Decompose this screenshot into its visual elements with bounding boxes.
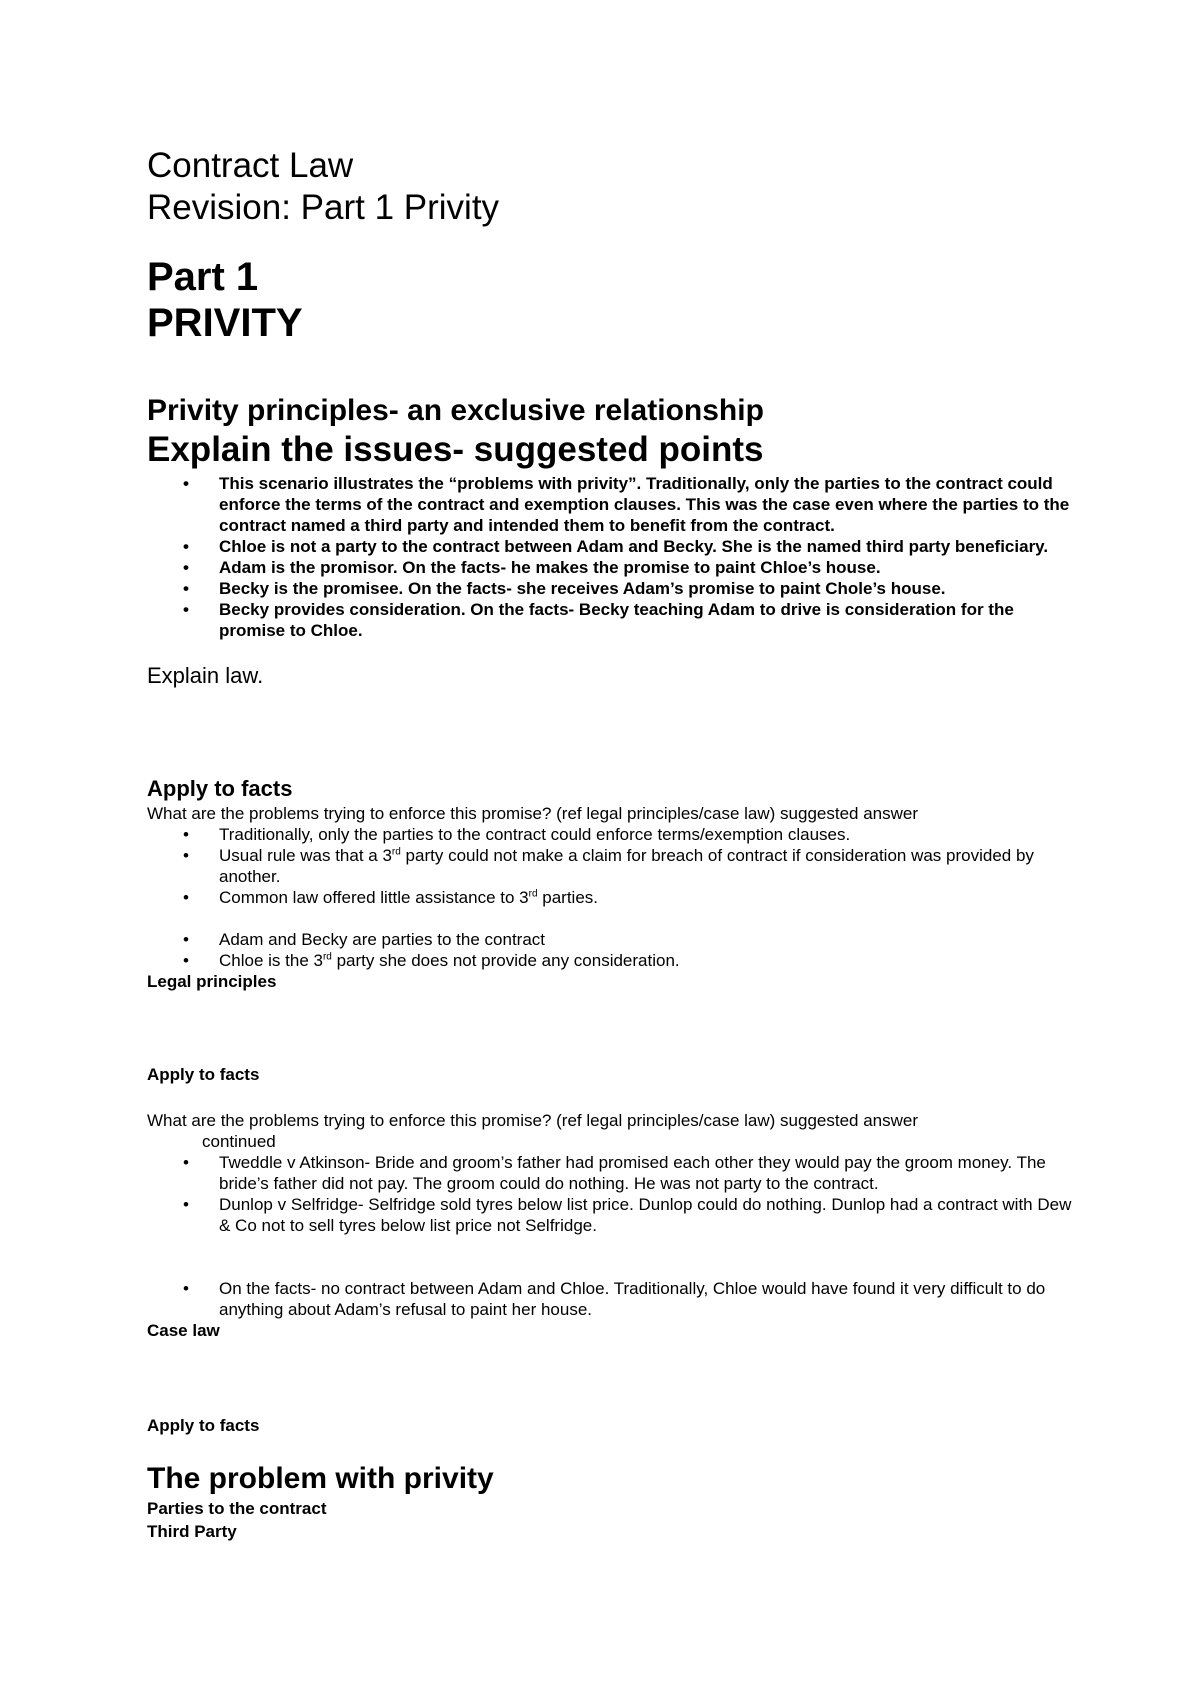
- question-text: What are the problems trying to enforce this promise? (ref legal principles/case law) suggested answer: [147, 804, 919, 823]
- part-subheading: PRIVITY: [147, 301, 303, 345]
- issues-bullet-list: [147, 473, 1077, 641]
- list-item: • Adam is the promisor. On the facts- he makes the promise to paint Chloe’s house.: [183, 558, 881, 577]
- bullet-icon: •: [183, 474, 189, 493]
- list-item: • Adam and Becky are parties to the contract: [183, 930, 546, 949]
- list-item: • Chloe is the 3rd party she does not provide any consideration.: [183, 951, 680, 970]
- bullet-icon: •: [183, 888, 189, 907]
- list-item: • Chloe is not a party to the contract between Adam and Becky. She is the named third party beneficiary.: [183, 537, 1049, 556]
- parties-bullet-list: [147, 929, 1077, 971]
- list-item: • Common law offered little assistance to 3rd parties.: [183, 888, 599, 907]
- list-item: • On the facts- no contract between Adam and Chloe. Traditionally, Chloe would have found it very difficult to do anything about Adam’s refusal to paint her house.: [183, 1279, 1046, 1319]
- section-heading-privity-principles: Privity principles- an exclusive relationship: [147, 394, 764, 427]
- question-text-2: What are the problems trying to enforce this promise? (ref legal principles/case law) suggested answer: [147, 1111, 919, 1130]
- apply-to-facts-heading: Apply to facts: [147, 776, 293, 801]
- facts-bullet-list: [147, 1278, 1077, 1320]
- bullet-icon: •: [183, 579, 189, 598]
- list-item: • Becky provides consideration. On the facts- Becky teaching Adam to drive is consideration for the promise to Chloe.: [183, 600, 1014, 640]
- section-subheading-explain-issues: Explain the issues- suggested points: [147, 430, 764, 469]
- apply-to-facts-heading-3: Apply to facts: [147, 1416, 260, 1435]
- doc-title-line1: Contract Law: [147, 146, 354, 185]
- list-item: • Dunlop v Selfridge- Selfridge sold tyres below list price. Dunlop could do nothing. Dunlop had a contract with Dew & Co not to sell tyres below list price not Selfridge.: [183, 1195, 1072, 1235]
- case-law-bullet-list: [147, 1152, 1077, 1236]
- bullet-icon: •: [183, 1153, 189, 1172]
- case-law-label: Case law: [147, 1321, 220, 1340]
- list-item: • Usual rule was that a 3rd party could not make a claim for breach of contract if consideration was provided by another.: [183, 846, 1034, 886]
- bullet-icon: •: [183, 846, 189, 865]
- parties-to-contract-label: Parties to the contract: [147, 1499, 327, 1518]
- bullet-icon: •: [183, 558, 189, 577]
- list-item: • Traditionally, only the parties to the contract could enforce terms/exemption clauses.: [183, 825, 851, 844]
- doc-title-line2: Revision: Part 1 Privity: [147, 188, 500, 227]
- bullet-icon: •: [183, 825, 189, 844]
- apply-to-facts-heading-2: Apply to facts: [147, 1065, 260, 1084]
- continued-text: continued: [202, 1132, 276, 1151]
- list-item: • This scenario illustrates the “problems with privity”. Traditionally, only the parties to the contract could enforce the terms of the contract and exemption clauses. This was the case even where the parties to the contract named a third party and intended them to benefit from the contract.: [183, 474, 1070, 535]
- problem-with-privity-heading: The problem with privity: [147, 1462, 494, 1495]
- legal-principles-label: Legal principles: [147, 972, 277, 991]
- bullet-icon: •: [183, 930, 189, 949]
- explain-law-label: Explain law.: [147, 663, 264, 688]
- bullet-icon: •: [183, 1279, 189, 1298]
- problems-bullet-list: [147, 824, 1077, 908]
- bullet-icon: •: [183, 600, 189, 619]
- part-heading: Part 1: [147, 255, 259, 299]
- bullet-icon: •: [183, 951, 189, 970]
- bullet-icon: •: [183, 1195, 189, 1214]
- list-item: • Becky is the promisee. On the facts- she receives Adam’s promise to paint Chole’s house.: [183, 579, 946, 598]
- third-party-label: Third Party: [147, 1522, 237, 1541]
- list-item: • Tweddle v Atkinson- Bride and groom’s father had promised each other they would pay the groom money. The bride’s father did not pay. The groom could do nothing. He was not party to the contract.: [183, 1153, 1046, 1193]
- bullet-icon: •: [183, 537, 189, 556]
